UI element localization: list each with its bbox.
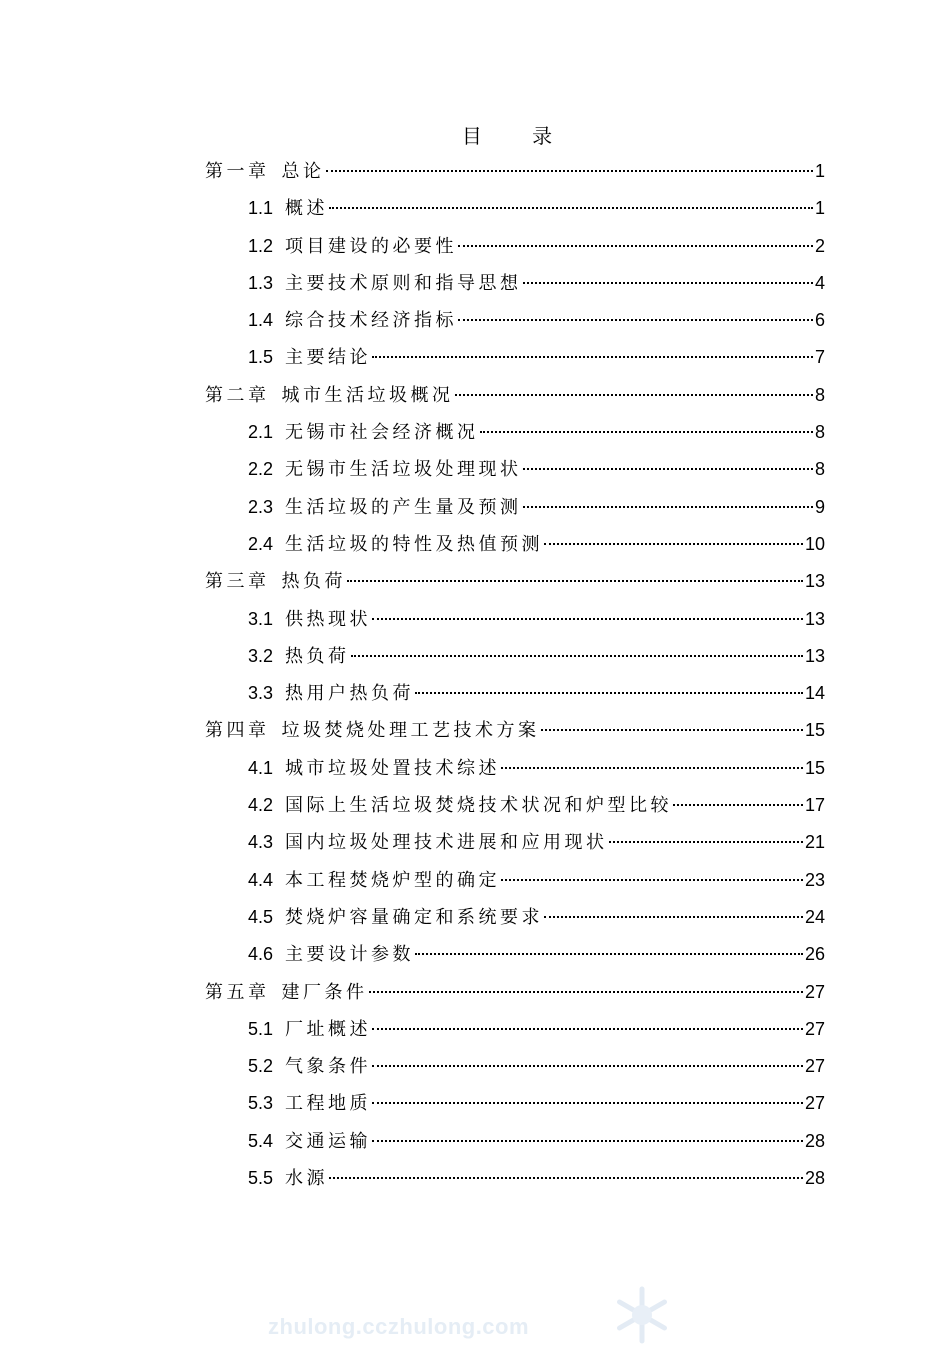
toc-title: 目 录 [461, 124, 575, 148]
toc-section-entry [205, 489, 825, 526]
dot-leader [351, 655, 803, 657]
entry-title: 国际上生活垃圾焚烧技术状况和炉型比较 [285, 795, 673, 817]
entry-number: 4.2 [248, 795, 274, 816]
entry-number: 2.2 [248, 459, 274, 480]
entry-number: 3.3 [248, 683, 274, 704]
entry-title: 国内垃圾处理技术进展和应用现状 [285, 832, 608, 854]
entry-number: 5.4 [248, 1130, 274, 1151]
toc-section-entry [205, 787, 825, 824]
entry-number: 4.1 [248, 757, 274, 778]
toc-section-entry [205, 265, 825, 302]
entry-number: 1.1 [248, 198, 274, 219]
entry-page-number: 6 [814, 310, 825, 331]
toc-section-entry [205, 1011, 825, 1048]
entry-number: 4.6 [248, 944, 274, 965]
dot-leader [523, 468, 813, 470]
dot-leader [369, 991, 803, 993]
toc-section-entry [205, 750, 825, 787]
entry-number: 2.3 [248, 496, 274, 517]
entry-page-number: 27 [804, 1018, 825, 1039]
entry-number: 2.1 [248, 422, 274, 443]
entry-title: 主要设计参数 [285, 944, 415, 966]
entry-title: 热用户热负荷 [285, 683, 415, 705]
entry-page-number: 10 [804, 533, 825, 554]
entry-title: 垃圾焚烧处理工艺技术方案 [281, 720, 540, 742]
entry-number: 4.5 [248, 906, 274, 927]
dot-leader [329, 207, 813, 209]
dot-leader [523, 282, 813, 284]
entry-title: 建厂条件 [281, 981, 368, 1003]
dot-leader [326, 170, 813, 172]
entry-number: 5.5 [248, 1168, 274, 1189]
dot-leader [673, 804, 803, 806]
entry-title: 城市垃圾处置技术综述 [285, 757, 501, 779]
dot-leader [372, 356, 813, 358]
dot-leader [523, 506, 813, 508]
entry-page-number: 15 [804, 757, 825, 778]
entry-number: 3.2 [248, 645, 274, 666]
entry-page-number: 8 [814, 422, 825, 443]
entry-page-number: 24 [804, 906, 825, 927]
entry-title: 焚烧炉容量确定和系统要求 [285, 906, 544, 928]
entry-number: 5.2 [248, 1056, 274, 1077]
dot-leader [544, 543, 803, 545]
entry-title: 主要技术原则和指导思想 [285, 272, 522, 294]
dot-leader [480, 431, 813, 433]
dot-leader [372, 1140, 803, 1142]
toc-chapter-entry [205, 377, 825, 414]
dot-leader [329, 1177, 803, 1179]
toc-chapter-entry [205, 563, 825, 600]
entry-title: 本工程焚烧炉型的确定 [285, 869, 501, 891]
toc-section-entry [205, 414, 825, 451]
entry-title: 热负荷 [285, 645, 350, 667]
entry-page-number: 8 [814, 384, 825, 405]
entry-number: 5.3 [248, 1093, 274, 1114]
entry-title: 主要结论 [285, 347, 372, 369]
toc-section-entry [205, 190, 825, 227]
entry-page-number: 26 [804, 944, 825, 965]
entry-title: 热负荷 [281, 571, 346, 593]
entry-number: 第三章 [205, 571, 270, 593]
entry-number: 4.4 [248, 869, 274, 890]
dot-leader [541, 729, 803, 731]
entry-title: 生活垃圾的特性及热值预测 [285, 533, 544, 555]
entry-page-number: 9 [814, 496, 825, 517]
entry-title: 无锡市生活垃圾处理现状 [285, 459, 522, 481]
entry-title: 水源 [285, 1168, 329, 1190]
entry-title: 供热现状 [285, 608, 372, 630]
dot-leader [372, 1028, 803, 1030]
dot-leader [347, 580, 803, 582]
entry-number: 第五章 [205, 981, 270, 1003]
dot-leader [458, 319, 813, 321]
entry-page-number: 1 [814, 198, 825, 219]
toc-section-entry [205, 1123, 825, 1160]
entry-title: 总论 [281, 161, 325, 182]
entry-page-number: 17 [804, 795, 825, 816]
entry-number: 2.4 [248, 533, 274, 554]
entry-number: 第一章 [205, 161, 270, 182]
entry-title: 交通运输 [285, 1130, 372, 1152]
toc-chapter-entry [205, 153, 825, 190]
entry-title: 综合技术经济指标 [285, 310, 458, 332]
toc-section-entry [205, 451, 825, 488]
toc-chapter-entry [205, 974, 825, 1011]
entry-page-number: 1 [814, 161, 825, 181]
toc-section-entry [205, 526, 825, 563]
entry-title: 生活垃圾的产生量及预测 [285, 496, 522, 518]
entry-page-number: 28 [804, 1130, 825, 1151]
entry-number: 1.5 [248, 347, 274, 368]
entry-title: 概述 [285, 198, 329, 220]
entry-number: 1.3 [248, 272, 274, 293]
dot-leader [372, 1065, 803, 1067]
entry-page-number: 27 [804, 1093, 825, 1114]
entry-page-number: 15 [804, 720, 825, 741]
entry-number: 5.1 [248, 1018, 274, 1039]
entry-title: 气象条件 [285, 1056, 372, 1078]
toc-section-entry [205, 1048, 825, 1085]
toc-section-entry [205, 302, 825, 339]
dot-leader [501, 879, 803, 881]
entry-number: 第二章 [205, 384, 270, 406]
watermark-snowflake-icon [612, 1285, 672, 1345]
dot-leader [458, 245, 813, 247]
entry-page-number: 13 [804, 571, 825, 592]
entry-page-number: 27 [804, 981, 825, 1002]
entry-number: 1.2 [248, 235, 274, 256]
entry-number: 3.1 [248, 608, 274, 629]
entry-title: 无锡市社会经济概况 [285, 422, 479, 444]
entry-title: 工程地质 [285, 1093, 372, 1115]
toc-section-entry [205, 824, 825, 861]
toc-section-entry [205, 862, 825, 899]
entry-page-number: 8 [814, 459, 825, 480]
dot-leader [415, 692, 803, 694]
dot-leader [609, 841, 803, 843]
dot-leader [544, 916, 803, 918]
entry-page-number: 4 [814, 272, 825, 293]
entry-page-number: 13 [804, 645, 825, 666]
toc-section-entry [205, 1085, 825, 1122]
dot-leader [455, 394, 813, 396]
toc-section-entry [205, 899, 825, 936]
entry-title: 项目建设的必要性 [285, 235, 458, 257]
entry-page-number: 27 [804, 1056, 825, 1077]
entry-page-number: 28 [804, 1168, 825, 1189]
entry-number: 1.4 [248, 310, 274, 331]
toc-section-entry [205, 1160, 825, 1197]
table-of-contents [205, 153, 825, 1197]
toc-section-entry [205, 339, 825, 376]
dot-leader [415, 953, 803, 955]
toc-section-entry [205, 638, 825, 675]
entry-title: 城市生活垃圾概况 [281, 384, 454, 406]
dot-leader [372, 618, 803, 620]
dot-leader [501, 767, 803, 769]
entry-page-number: 23 [804, 869, 825, 890]
entry-page-number: 13 [804, 608, 825, 629]
toc-section-entry [205, 675, 825, 712]
entry-page-number: 21 [804, 832, 825, 853]
entry-page-number: 14 [804, 683, 825, 704]
entry-number: 第四章 [205, 720, 270, 742]
toc-section-entry [205, 228, 825, 265]
toc-chapter-entry [205, 712, 825, 749]
entry-page-number: 2 [814, 235, 825, 256]
entry-title: 厂址概述 [285, 1018, 372, 1040]
toc-section-entry [205, 601, 825, 638]
toc-section-entry [205, 936, 825, 973]
entry-page-number: 7 [814, 347, 825, 368]
watermark-text: zhulong.cczhulong.com [268, 1314, 530, 1339]
dot-leader [372, 1102, 803, 1104]
entry-number: 4.3 [248, 832, 274, 853]
